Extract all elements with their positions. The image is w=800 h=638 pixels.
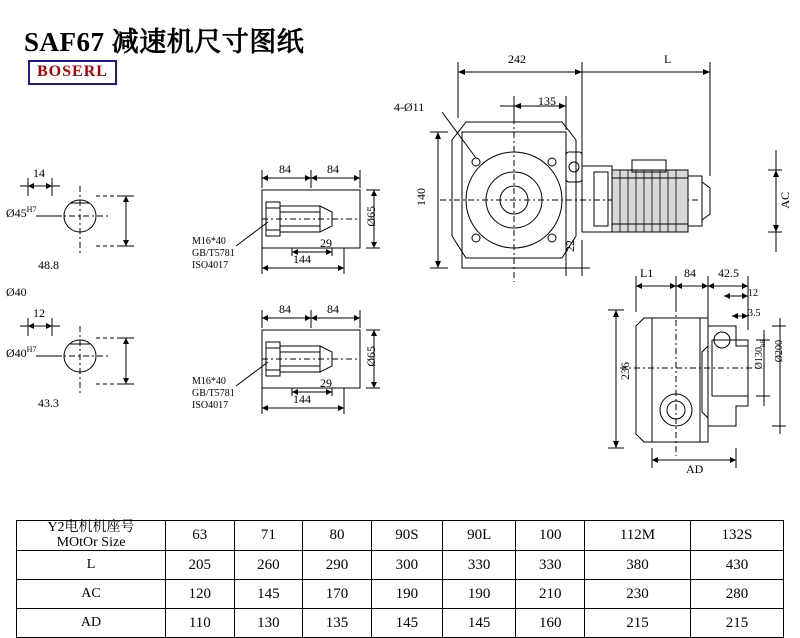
table-cell: 330 [516,551,585,580]
table-row-header: AD [17,609,166,638]
table-row [17,551,784,580]
dim-height-top: 48.8 [38,258,59,272]
table-cell: 63 [166,521,235,551]
note-4-hole: 4-Ø11 [394,100,425,114]
table-cell: 145 [234,580,303,609]
table-cell: 210 [516,580,585,609]
dim-bore-top-value: Ø45 [6,206,27,220]
dim-shaft-top-84a: 84 [279,162,291,176]
row-label-line1: Y2电机机座号 [47,520,135,535]
table-cell: 135 [303,609,372,638]
dim-42-5: 42.5 [718,266,739,280]
dim-height-bottom: 43.3 [38,396,59,410]
dim-84-bottom: 84 [684,266,696,280]
brand-logo: BOSERL [28,60,117,85]
table-row-header: L [17,551,166,580]
dim-shaft-bottom-dia: Ø65 [364,346,378,367]
table-cell: 190 [371,580,442,609]
dim-130-value: Ø130 [754,347,765,370]
table-cell: 100 [516,521,585,551]
table-cell: 215 [585,609,691,638]
dim-130 [754,340,767,369]
table-cell: 280 [690,580,783,609]
table-cell: 380 [585,551,691,580]
table-cell: 90S [371,521,442,551]
dim-shaft-bottom-84b: 84 [327,302,339,316]
dim-bore-top-sup: H7 [26,205,37,214]
table-cell: 160 [516,609,585,638]
table-cell: 190 [442,580,516,609]
note-std1-top: GB/T5781 [192,248,235,259]
dim-22: 22 [563,240,577,252]
table-cell: 260 [234,551,303,580]
table-cell: 290 [303,551,372,580]
dim-key-width-top: 14 [33,166,45,180]
table-cell: 80 [303,521,372,551]
table-row-header [17,521,166,551]
table-cell: 71 [234,521,303,551]
table-cell: 110 [166,609,235,638]
dim-130-sup: h6 [759,340,767,347]
dim-236: 236 [618,362,632,380]
table-cell: 430 [690,551,783,580]
note-std1-bottom: GB/T5781 [192,388,235,399]
row-label-line2: MOtOr Size [56,534,126,550]
dim-key-width-bottom: 12 [33,306,45,320]
table-cell: 300 [371,551,442,580]
note-thread-bottom: M16*40 [192,376,226,387]
dim-shaft-top-dia: Ø65 [364,206,378,227]
dim-second-bore: Ø40 [6,285,27,299]
dim-L: L [664,52,672,66]
dim-bore-bottom [6,345,36,361]
dim-200: Ø200 [774,340,785,363]
dim-bore-bottom-sup: H7 [26,345,37,354]
dim-AD: AD [686,462,704,476]
table-cell: 230 [585,580,691,609]
note-std2-bottom: ISO4017 [192,400,229,411]
dim-bore-bottom-value: Ø40 [6,346,27,360]
dim-shaft-top-144: 144 [293,252,311,266]
page-title: SAF67 减速机尺寸图纸 [24,27,305,57]
dim-135: 135 [538,94,556,108]
table-cell: 145 [371,609,442,638]
table-cell: 330 [442,551,516,580]
dim-shaft-top-84b: 84 [327,162,339,176]
note-thread-top: M16*40 [192,236,226,247]
dim-shaft-bottom-144: 144 [293,392,311,406]
table-cell: 112M [585,521,691,551]
table-row [17,609,784,638]
dim-140: 140 [414,188,428,206]
table-row [17,580,784,609]
table-cell: 205 [166,551,235,580]
dim-L1: L1 [640,266,654,280]
table-cell: 90L [442,521,516,551]
table-cell: 170 [303,580,372,609]
dim-bore-top [6,205,36,221]
table-cell: 145 [442,609,516,638]
table-cell: 132S [690,521,783,551]
dim-242: 242 [508,52,526,66]
table-cell: 120 [166,580,235,609]
dim-shaft-top-29: 29 [320,236,332,250]
dim-12: 12 [748,288,758,299]
spec-table [16,520,784,638]
note-std2-top: ISO4017 [192,260,229,271]
dim-shaft-bottom-84a: 84 [279,302,291,316]
table-cell: 130 [234,609,303,638]
table-row [17,521,784,551]
table-row-header: AC [17,580,166,609]
table-cell: 215 [690,609,783,638]
dim-AC: AC [778,192,792,209]
dim-3-5: 3.5 [748,308,761,319]
dim-shaft-bottom-29: 29 [320,376,332,390]
